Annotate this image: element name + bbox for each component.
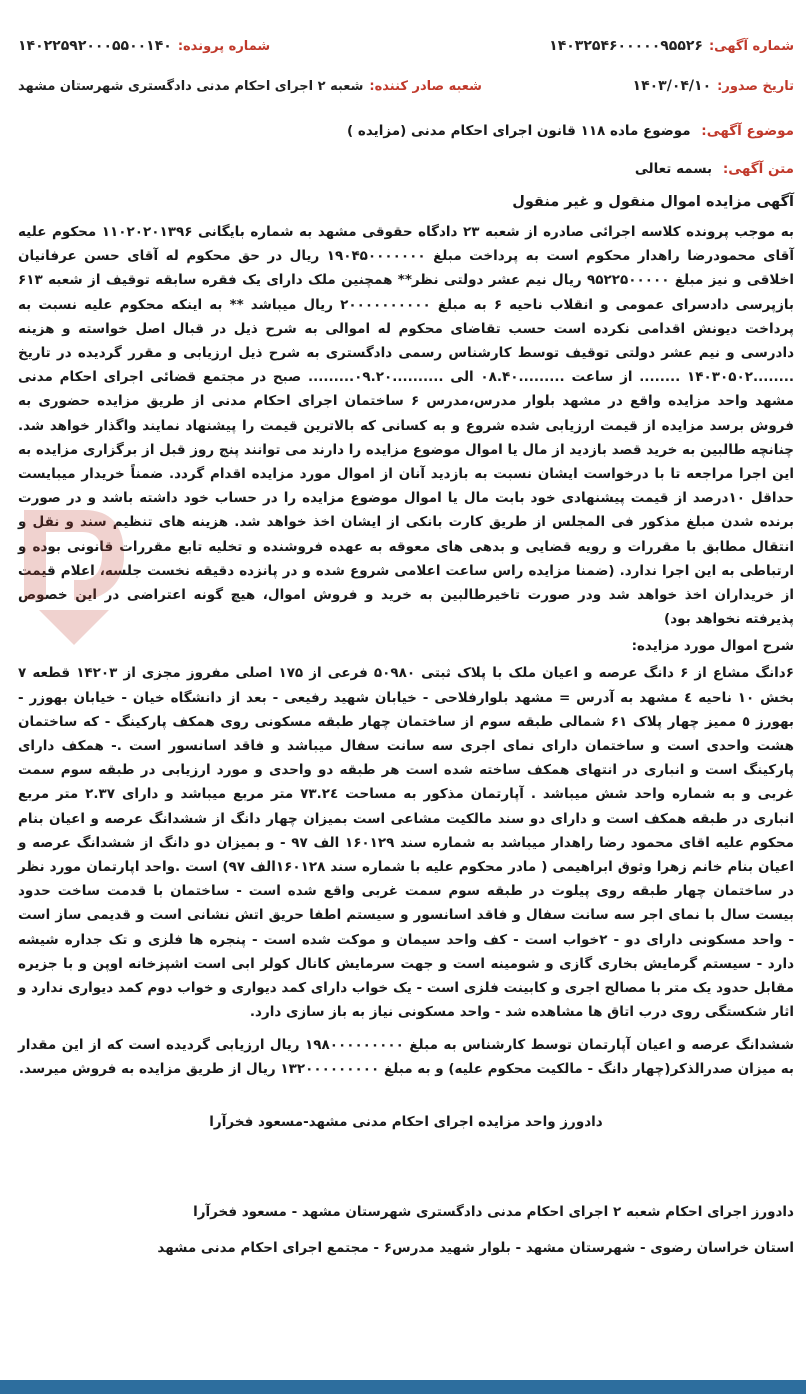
issue-date-label: تاریخ صدور:: [717, 78, 794, 94]
text-label: متن آگهی:: [722, 161, 794, 177]
ad-number-value: ۱۴۰۳۲۵۴۶۰۰۰۰۰۹۵۵۲۶: [549, 38, 703, 54]
notice-title: آگهی مزایده اموال منقول و غیر منقول: [512, 194, 794, 210]
issuer-label: شعبه صادر کننده:: [369, 78, 482, 94]
meta-row-issue: [18, 66, 794, 106]
file-number-label: شماره پرونده:: [177, 38, 271, 54]
issue-date-value: ۱۴۰۳/۰۴/۱۰: [632, 78, 712, 94]
signature-center-line: دادورز واحد مزایده اجرای احکام مدنی مشهد-مسعود فخرآرا: [209, 1113, 603, 1130]
ad-number-label: شماره آگهی:: [708, 38, 794, 54]
ad-number: [549, 38, 794, 54]
signature-footer-line-1: دادورز اجرای احکام شعبه ۲ اجرای احکام مدنی دادگستری شهرستان مشهد - مسعود فخرآرا: [193, 1203, 794, 1220]
file-number: [18, 38, 270, 54]
issue-date: [633, 78, 794, 94]
subject-label: موضوع آگهی:: [701, 123, 794, 139]
text-heading-value: بسمه تعالی: [634, 161, 713, 177]
bottom-color-band: [0, 1380, 806, 1394]
property-section-title: شرح اموال مورد مزایده:: [631, 638, 794, 655]
issuer: [18, 79, 482, 94]
valuation-paragraph: ششدانگ عرصه و اعیان آپارتمان توسط کارشناس به مبلغ ۱۹۸۰۰۰۰۰۰۰۰۰ ریال ارزیابی گردیده است که از این مقدار به میزان صدرالذکر(چهار دانگ - مالکیت محکوم علیه) و به مبلغ ۱۳۲۰۰۰۰۰۰۰۰۰ ریال از طریق مزایده به فروش میرسد.: [18, 1036, 794, 1077]
text-heading-row: [18, 156, 794, 182]
meta-row-numbers: [18, 28, 794, 64]
property-paragraph: ۶دانگ مشاع از ۶ دانگ عرصه و اعیان ملک با پلاک ثبتی ۵۰۹۸۰ فرعی از ۱۷۵ اصلی مفروز مجزی از ۱۴۲۰۳ قطعه ۷ بخش ۱۰ ناحیه ٤ مشهد به آدرس = مشهد بلوارفلاحی - خیابان شهید رفیعی - بعد از دانشگاه خیان - خیابان بهوزر - بهورز ٥ ممیز چهار پلاک ۶۱ شمالی طبقه سوم از ساختمان چهار طبقه مسکونی روی همکف پارکینگ - که ساختمان هشت واحدی است و ساختمان دارای نمای اجری سه سانت سفال میباشد و فاقد اسانسور است .- همکف دارای پارکینگ است و انباری در انتهای همکف ساخته شده است هر طبقه دو واحدی و مورد ارزیابی در طبقه سوم سمت غربی و به شماره واحد شش میباشد . آپارتمان مذکور به مساحت ۷۳.۲٤ متر مربع میباشد و دارای ۲.۳۷ متر مربع انباری در طبقه همکف است و دارای دو سند مالکیت مشاعی است بمیزان چهار دانگ از ششدانگ عرصه و اعیان بنام محکوم علیه اقای محمود رضا راهدار میباشد به شماره سند ۱۶۰۱۲۹ الف ۹۷ - و بمیزان دو دانگ از ششدانگ عرصه و اعیان بنام خانم زهرا وثوق ابراهیمی ( مادر محکوم علیه با شماره سند ۱۶۰۱۲۸الف ۹۷) است .واحد اپارتمان مورد نظر در ساختمان چهار طبقه روی پیلوت در طبقه سوم سمت غربی واقع شده است - ساختمان با قدمت ساخت حدود بیست سال با نمای اجر سه سانت سفال و فاقد اسانسور و سیستم اطفا حریق اتش نشانی است و قدیمی ساز است - واحد مسکونی دارای دو - ۲خواب است - کف واحد سیمان و موکت شده است - پنجره ها فلزی و تک جداره شیشه دارد - سیستم گرمایش بخاری گازی و شومینه است و جهت سرمایش کانال کولر ابی است اشپزخانه اوپن و با جزیره مقابل حدود یک متر با مصالح اجری و کابینت فلزی است - یک خواب دارای کمد دیواری و خواب دوم کمد دیواری ندارد و اثار شکستگی روی درب اتاق ها مشاهده شد - واحد مسکونی نیاز به باز سازی دارد.: [18, 665, 795, 1021]
file-number-value: ۱۴۰۲۲۵۹۲۰۰۰۵۵۰۰۱۴۰: [18, 38, 172, 54]
subject-row: [18, 118, 794, 144]
main-paragraph: به موجب پرونده کلاسه اجرائی صادره از شعبه ۲۳ دادگاه حقوقی مشهد به شماره بایگانی ۱۱۰۲۰۲۰۱۳۹۶ محکوم علیه آقای محمودرضا راهدار محکوم است به پرداخت مبلغ ۱۹۰۴۵۰۰۰۰۰۰۰ ریال در حق محکوم له آقای حسن عرفانیان اخلاقی و نیز مبلغ ۹۵۲۲۵۰۰۰۰۰ ریال نیم عشر دولتی نظر** همچنین ملک دارای یک فقره سابقه توقیف از شعبه ۶۱۳ بازپرسی دادسرای عمومی و انقلاب ناحیه ۶ به مبلغ ۲۰۰۰۰۰۰۰۰۰۰ ریال میباشد ** به اینکه محکوم علیه نسبت به پرداخت دیونش اقدامی نکرده است حسب تقاضای محکوم له اموالی به شرح ذیل در قبال اصل خواسته و هزینه دادرسی و نیم عشر دولتی توقیف توسط کارشناس رسمی دادگستری به شرح ذیل ارزیابی و مقرر گردیده در تاریخ ........۱۴۰۳۰۵۰۲ ........ از ساعت .........۰۸.۴۰ الی ..........۰۹.۲۰......... صبح در مجتمع قضائی اجرای احکام مدنی مشهد واحد مزایده واقع در مشهد بلوار مدرس،مدرس ۶ ساختمان اجرای احکام مدنی از طریق مزایده حضوری به فروش برسد مزایده از قیمت ارزیابی شده شروع و به کسانی که بالاترین قیمت را پیشنهاد نمایند واگذار خواهد شد. چنانچه طالبین به خرید قصد بازدید از مال یا اموال موضوع مزایده را دارند می توانند پنج روز قبل از برگزاری مزایده به این اجرا مراجعه تا با درخواست ایشان نسبت به بازدید آنان از اموال مورد مزایده اقدام گردد. ضمناً خریدار میبایست حداقل ۱۰درصد از قیمت پیشنهادی خود بابت مال یا اموال موضوع مزایده را در حساب خود داشته باشد و در صورت برنده شدن مبلغ مذکور فی المجلس از طریق کارت بانکی از ایشان اخذ خواهد شد. هزینه های تنظیم سند و نقل و انتقال مطابق با مقررات و رویه قضایی و بدهی های معوقه به عهده فروشنده و تخلیه تابع مقررات قانونی بوده و ارتباطی به این اجرا ندارد. (ضمنا مزایده راس ساعت اعلامی شروع شده و در پانزده دقیقه نخست جلسه، اعلام قیمت از خریداران اخذ خواهد شد ودر صورت تاخیرطالبین به خرید و فروش اموال، هیچ گونه اعتراضی در این خصوص پذیرفته نخواهد بود): [17, 224, 794, 628]
issuer-value: شعبه ۲ اجرای احکام مدنی دادگستری شهرستان مشهد: [18, 78, 364, 94]
signature-footer-line-2: استان خراسان رضوی - شهرستان مشهد - بلوار شهید مدرس۶ - مجتمع اجرای احکام مدنی مشهد: [157, 1239, 794, 1256]
subject-value: موضوع ماده ۱۱۸ قانون اجرای احکام مدنی (مزایده ): [347, 123, 691, 139]
